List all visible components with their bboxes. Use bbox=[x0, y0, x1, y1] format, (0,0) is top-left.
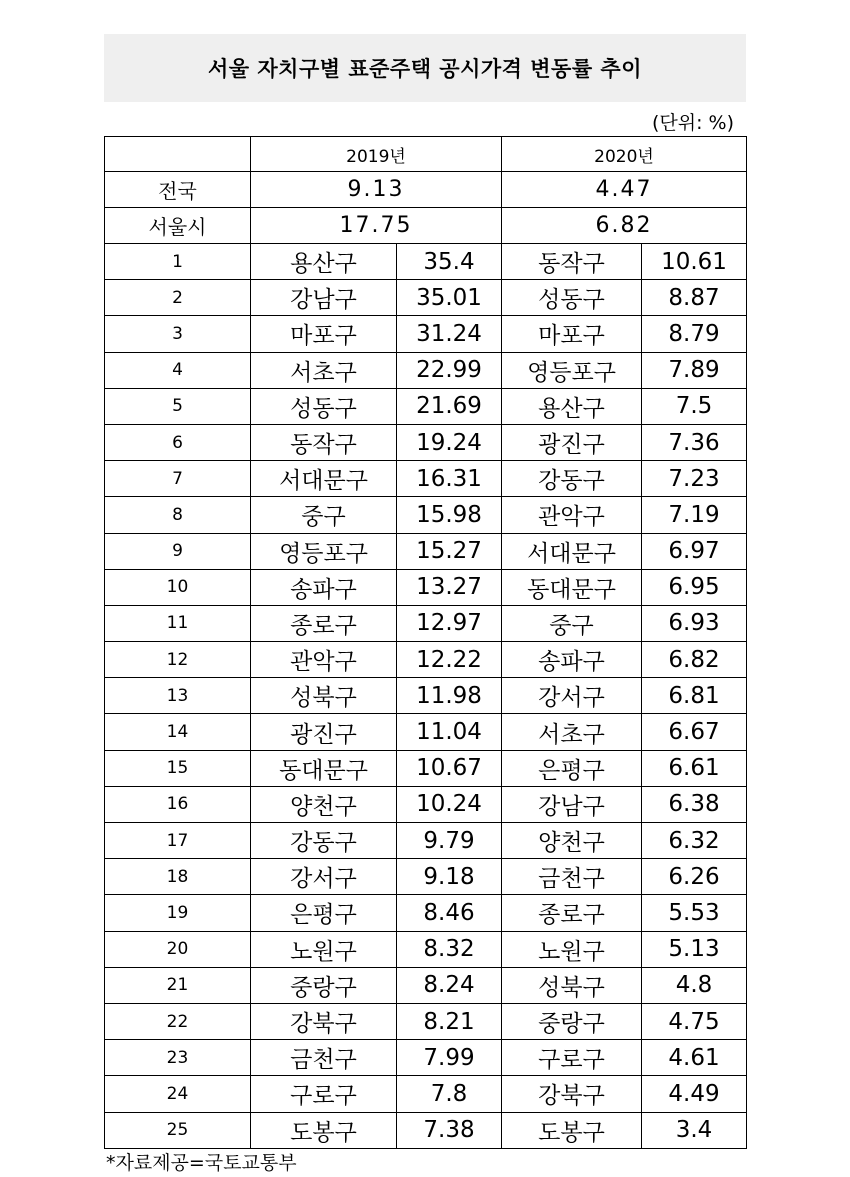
summary-row-seoul bbox=[105, 208, 747, 244]
rank-cell: 2 bbox=[105, 280, 251, 316]
district-2019-cell: 관악구 bbox=[251, 642, 397, 678]
value-2020-cell: 6.61 bbox=[642, 750, 747, 786]
table-row bbox=[105, 786, 747, 822]
value-2019-cell: 10.24 bbox=[397, 786, 502, 822]
rank-cell: 19 bbox=[105, 895, 251, 931]
table-row bbox=[105, 605, 747, 641]
district-2020-cell: 강북구 bbox=[502, 1076, 642, 1112]
district-2019-cell: 서대문구 bbox=[251, 461, 397, 497]
table-row bbox=[105, 388, 747, 424]
district-2019-cell: 금천구 bbox=[251, 1040, 397, 1076]
district-2020-cell: 성북구 bbox=[502, 967, 642, 1003]
district-2019-cell: 중구 bbox=[251, 497, 397, 533]
summary-label: 서울시 bbox=[105, 208, 251, 244]
district-2020-cell: 은평구 bbox=[502, 750, 642, 786]
table-row bbox=[105, 931, 747, 967]
rank-cell: 17 bbox=[105, 823, 251, 859]
district-2019-cell: 송파구 bbox=[251, 569, 397, 605]
value-2020-cell: 4.49 bbox=[642, 1076, 747, 1112]
title-banner bbox=[104, 34, 746, 102]
district-2019-cell: 마포구 bbox=[251, 316, 397, 352]
rank-cell: 13 bbox=[105, 678, 251, 714]
value-2019-cell: 16.31 bbox=[397, 461, 502, 497]
value-2020-cell: 6.82 bbox=[642, 642, 747, 678]
value-2019-cell: 19.24 bbox=[397, 424, 502, 460]
value-2019-cell: 8.21 bbox=[397, 1003, 502, 1039]
rank-cell: 24 bbox=[105, 1076, 251, 1112]
value-2019-cell: 22.99 bbox=[397, 352, 502, 388]
value-2020-cell: 3.4 bbox=[642, 1112, 747, 1148]
district-2019-cell: 동대문구 bbox=[251, 750, 397, 786]
table-row bbox=[105, 678, 747, 714]
rank-cell: 15 bbox=[105, 750, 251, 786]
district-2020-cell: 동대문구 bbox=[502, 569, 642, 605]
value-2020-cell: 4.75 bbox=[642, 1003, 747, 1039]
rank-cell: 7 bbox=[105, 461, 251, 497]
value-2020-cell: 8.79 bbox=[642, 316, 747, 352]
value-2019-cell: 8.46 bbox=[397, 895, 502, 931]
value-2020-cell: 7.89 bbox=[642, 352, 747, 388]
rank-cell: 1 bbox=[105, 244, 251, 280]
district-2020-cell: 서대문구 bbox=[502, 533, 642, 569]
table-row bbox=[105, 569, 747, 605]
value-2020-cell: 7.23 bbox=[642, 461, 747, 497]
table-row bbox=[105, 823, 747, 859]
table-row bbox=[105, 316, 747, 352]
rank-cell: 16 bbox=[105, 786, 251, 822]
value-2020-cell: 6.97 bbox=[642, 533, 747, 569]
value-2020-cell: 7.5 bbox=[642, 388, 747, 424]
table-row bbox=[105, 967, 747, 1003]
district-2020-cell: 중랑구 bbox=[502, 1003, 642, 1039]
rank-cell: 6 bbox=[105, 424, 251, 460]
district-2020-cell: 동작구 bbox=[502, 244, 642, 280]
value-2020-cell: 6.26 bbox=[642, 859, 747, 895]
table-row bbox=[105, 1040, 747, 1076]
district-2020-cell: 노원구 bbox=[502, 931, 642, 967]
table-row bbox=[105, 642, 747, 678]
table-row bbox=[105, 352, 747, 388]
district-2020-cell: 송파구 bbox=[502, 642, 642, 678]
value-2020-cell: 6.81 bbox=[642, 678, 747, 714]
rank-cell: 12 bbox=[105, 642, 251, 678]
summary-value-2019: 9.13 bbox=[251, 172, 502, 208]
table-row bbox=[105, 1076, 747, 1112]
header-row bbox=[105, 137, 747, 172]
rank-cell: 4 bbox=[105, 352, 251, 388]
table-row bbox=[105, 895, 747, 931]
table-row bbox=[105, 1112, 747, 1148]
table-row bbox=[105, 461, 747, 497]
table-row bbox=[105, 859, 747, 895]
district-2019-cell: 강서구 bbox=[251, 859, 397, 895]
value-2019-cell: 15.27 bbox=[397, 533, 502, 569]
district-2020-cell: 용산구 bbox=[502, 388, 642, 424]
summary-row-national bbox=[105, 172, 747, 208]
value-2020-cell: 6.93 bbox=[642, 605, 747, 641]
district-2019-cell: 용산구 bbox=[251, 244, 397, 280]
table-row bbox=[105, 714, 747, 750]
district-2020-cell: 도봉구 bbox=[502, 1112, 642, 1148]
district-2019-cell: 종로구 bbox=[251, 605, 397, 641]
header-2020: 2020년 bbox=[502, 137, 747, 172]
value-2020-cell: 7.19 bbox=[642, 497, 747, 533]
district-2020-cell: 강서구 bbox=[502, 678, 642, 714]
summary-value-2019: 17.75 bbox=[251, 208, 502, 244]
district-2019-cell: 강남구 bbox=[251, 280, 397, 316]
value-2019-cell: 15.98 bbox=[397, 497, 502, 533]
district-2020-cell: 마포구 bbox=[502, 316, 642, 352]
value-2020-cell: 5.53 bbox=[642, 895, 747, 931]
rank-cell: 5 bbox=[105, 388, 251, 424]
district-2020-cell: 중구 bbox=[502, 605, 642, 641]
table-row bbox=[105, 750, 747, 786]
summary-label: 전국 bbox=[105, 172, 251, 208]
rank-cell: 3 bbox=[105, 316, 251, 352]
district-2020-cell: 종로구 bbox=[502, 895, 642, 931]
value-2019-cell: 7.8 bbox=[397, 1076, 502, 1112]
value-2020-cell: 6.32 bbox=[642, 823, 747, 859]
value-2019-cell: 35.01 bbox=[397, 280, 502, 316]
value-2019-cell: 8.24 bbox=[397, 967, 502, 1003]
value-2019-cell: 11.04 bbox=[397, 714, 502, 750]
value-2020-cell: 6.38 bbox=[642, 786, 747, 822]
district-2019-cell: 도봉구 bbox=[251, 1112, 397, 1148]
table-row bbox=[105, 1003, 747, 1039]
rank-cell: 9 bbox=[105, 533, 251, 569]
value-2020-cell: 4.8 bbox=[642, 967, 747, 1003]
rank-cell: 14 bbox=[105, 714, 251, 750]
value-2019-cell: 10.67 bbox=[397, 750, 502, 786]
table-row bbox=[105, 280, 747, 316]
table-row bbox=[105, 244, 747, 280]
source-note: *자료제공=국토교통부 bbox=[106, 1152, 297, 1174]
district-2019-cell: 양천구 bbox=[251, 786, 397, 822]
district-2020-cell: 관악구 bbox=[502, 497, 642, 533]
district-2020-cell: 영등포구 bbox=[502, 352, 642, 388]
district-2019-cell: 강북구 bbox=[251, 1003, 397, 1039]
district-2020-cell: 강남구 bbox=[502, 786, 642, 822]
district-2020-cell: 광진구 bbox=[502, 424, 642, 460]
price-change-table bbox=[104, 136, 747, 1149]
district-2020-cell: 금천구 bbox=[502, 859, 642, 895]
value-2019-cell: 21.69 bbox=[397, 388, 502, 424]
district-2019-cell: 노원구 bbox=[251, 931, 397, 967]
rank-cell: 11 bbox=[105, 605, 251, 641]
value-2019-cell: 13.27 bbox=[397, 569, 502, 605]
value-2020-cell: 4.61 bbox=[642, 1040, 747, 1076]
summary-value-2020: 6.82 bbox=[502, 208, 747, 244]
value-2019-cell: 9.79 bbox=[397, 823, 502, 859]
district-2019-cell: 중랑구 bbox=[251, 967, 397, 1003]
value-2019-cell: 9.18 bbox=[397, 859, 502, 895]
rank-cell: 25 bbox=[105, 1112, 251, 1148]
district-2020-cell: 성동구 bbox=[502, 280, 642, 316]
district-2019-cell: 성북구 bbox=[251, 678, 397, 714]
value-2020-cell: 6.95 bbox=[642, 569, 747, 605]
table-row bbox=[105, 497, 747, 533]
table-row bbox=[105, 424, 747, 460]
district-2020-cell: 강동구 bbox=[502, 461, 642, 497]
rank-cell: 23 bbox=[105, 1040, 251, 1076]
value-2019-cell: 12.22 bbox=[397, 642, 502, 678]
header-2019: 2019년 bbox=[251, 137, 502, 172]
district-2019-cell: 구로구 bbox=[251, 1076, 397, 1112]
value-2019-cell: 35.4 bbox=[397, 244, 502, 280]
district-2019-cell: 광진구 bbox=[251, 714, 397, 750]
value-2019-cell: 7.38 bbox=[397, 1112, 502, 1148]
table-row bbox=[105, 533, 747, 569]
district-2020-cell: 서초구 bbox=[502, 714, 642, 750]
value-2019-cell: 8.32 bbox=[397, 931, 502, 967]
rank-cell: 21 bbox=[105, 967, 251, 1003]
value-2019-cell: 12.97 bbox=[397, 605, 502, 641]
rank-cell: 22 bbox=[105, 1003, 251, 1039]
rank-cell: 10 bbox=[105, 569, 251, 605]
rank-cell: 8 bbox=[105, 497, 251, 533]
district-2019-cell: 강동구 bbox=[251, 823, 397, 859]
district-2019-cell: 성동구 bbox=[251, 388, 397, 424]
value-2020-cell: 6.67 bbox=[642, 714, 747, 750]
summary-value-2020: 4.47 bbox=[502, 172, 747, 208]
value-2020-cell: 8.87 bbox=[642, 280, 747, 316]
table-body bbox=[105, 137, 747, 1149]
value-2020-cell: 10.61 bbox=[642, 244, 747, 280]
district-2019-cell: 영등포구 bbox=[251, 533, 397, 569]
page-title: 서울 자치구별 표준주택 공시가격 변동률 추이 bbox=[208, 57, 642, 81]
rank-cell: 18 bbox=[105, 859, 251, 895]
rank-cell: 20 bbox=[105, 931, 251, 967]
district-2019-cell: 은평구 bbox=[251, 895, 397, 931]
district-2019-cell: 서초구 bbox=[251, 352, 397, 388]
value-2020-cell: 7.36 bbox=[642, 424, 747, 460]
value-2019-cell: 7.99 bbox=[397, 1040, 502, 1076]
unit-label: (단위: %) bbox=[651, 112, 734, 134]
district-2020-cell: 구로구 bbox=[502, 1040, 642, 1076]
value-2019-cell: 31.24 bbox=[397, 316, 502, 352]
district-2020-cell: 양천구 bbox=[502, 823, 642, 859]
district-2019-cell: 동작구 bbox=[251, 424, 397, 460]
header-corner-cell bbox=[105, 137, 251, 172]
value-2019-cell: 11.98 bbox=[397, 678, 502, 714]
value-2020-cell: 5.13 bbox=[642, 931, 747, 967]
